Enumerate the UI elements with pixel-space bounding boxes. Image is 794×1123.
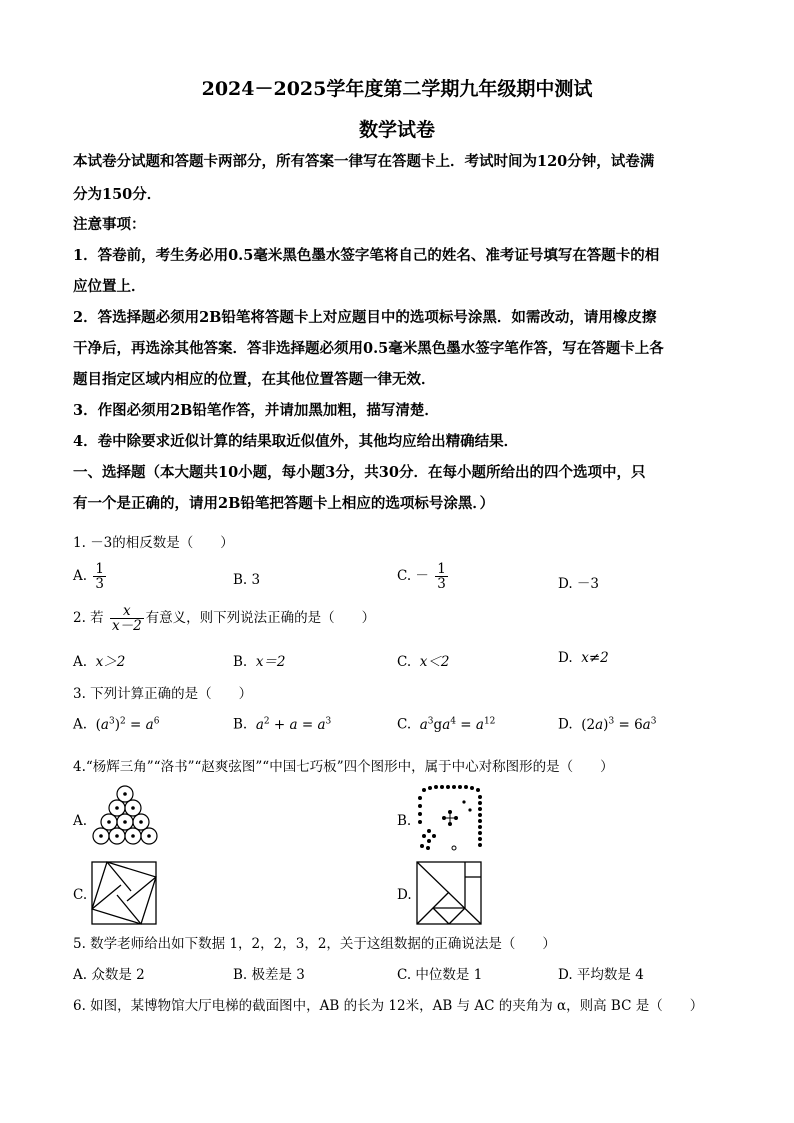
option-label: D. (558, 650, 573, 666)
question-3: 3. 下列计算正确的是（ ） (73, 686, 253, 702)
formula: $(a^3)^2 = a^6$ (95, 716, 160, 733)
notice-1a: 1．答卷前，考生务必用0.5毫米黑色墨水签字笔将自己的姓名、准考证号填写在答题卡的相 (73, 247, 660, 264)
q1-option-b[interactable]: B. 3 (233, 572, 261, 588)
section-1-heading-b: 有一个是正确的，请用2B铅笔把答题卡上相应的选项标号涂黑．） (73, 495, 495, 512)
q5-option-a[interactable]: A. 众数是 2 (73, 967, 145, 983)
q1-option-c[interactable] (397, 562, 450, 591)
formula: $(2a)^3 = 6a^3$ (581, 716, 657, 733)
fraction (110, 604, 144, 633)
formula: $a^3ga^4 = a^{12}$ (419, 716, 496, 733)
question-text-post: 有意义，则下列说法正确的是（ ） (145, 610, 376, 627)
numerator: 1 (437, 561, 446, 577)
option-label: B. (233, 716, 248, 733)
intro-line-1: 本试卷分试题和答题卡两部分，所有答案一律写在答题卡上．考试时间为120分钟，试卷满 (73, 153, 655, 170)
denominator: 3 (437, 576, 446, 593)
option-label: D. (558, 716, 573, 733)
page-subtitle: 数学试卷 (358, 119, 435, 141)
fraction (93, 562, 106, 591)
question-6: 6. 如图，某博物馆大厅电梯的截面图中，AB 的长为 12米，AB 与 AC 的夹角为 α，则高 BC 是（ ） (73, 998, 704, 1014)
option-label: B. (233, 654, 248, 670)
numerator: 1 (95, 561, 104, 577)
q3-option-a[interactable] (73, 716, 159, 733)
notice-2b: 干净后，再选涂其他答案．答非选择题必须用0.5毫米黑色墨水签字笔作答，写在答题卡上各 (73, 340, 664, 357)
notice-1b: 应位置上． (73, 278, 146, 295)
luoshu-figure (414, 784, 486, 854)
notice-title: 注意事项： (73, 216, 146, 233)
q3-option-d[interactable] (558, 716, 656, 733)
zhaoshuang-figure (91, 861, 157, 925)
notice-2c: 题目指定区域内相应的位置，在其他位置答题一律无效． (73, 371, 436, 388)
q3-option-c[interactable] (397, 716, 495, 733)
denominator: x－2 (111, 618, 142, 635)
q3-option-b[interactable] (233, 716, 331, 733)
option-label: C. (397, 716, 412, 733)
numerator: x (110, 604, 144, 619)
formula: $a^2 + a = a^3$ (255, 716, 332, 733)
option-label: A. (73, 654, 88, 670)
question-5: 5. 数学老师给出如下数据 1，2，2，3，2，关于这组数据的正确说法是（ ） (73, 936, 556, 952)
option-label: A. (73, 568, 88, 585)
q5-option-b[interactable]: B. 极差是 3 (233, 967, 305, 983)
q4-option-a-label[interactable]: A. (73, 813, 88, 829)
q2-option-b[interactable] (233, 650, 286, 670)
option-value: x≠2 (581, 650, 609, 666)
option-value: x＝2 (255, 654, 286, 670)
notice-3: 3．作图必须用2B铅笔作答，并请加黑加粗，描写清楚． (73, 402, 439, 419)
option-value: x＜2 (419, 654, 450, 670)
question-text-pre: 2. 若 (73, 610, 104, 627)
q1-option-a[interactable] (73, 562, 108, 591)
q1-option-d[interactable]: D. －3 (558, 576, 600, 592)
notice-2a: 2．答选择题必须用2B铅笔将答题卡上对应题目中的选项标号涂黑．如需改动，请用橡皮擦 (73, 309, 657, 326)
option-label: A. (73, 716, 88, 733)
option-label: C. － (397, 568, 429, 585)
page-title: 2024－2025学年度第二学期九年级期中测试 (201, 78, 593, 100)
q4-option-b-label[interactable]: B. (397, 813, 412, 829)
q4-option-d-label[interactable]: D. (397, 887, 412, 903)
question-1 (73, 531, 234, 551)
denominator: 3 (95, 576, 104, 593)
yanghui-triangle-figure (90, 784, 160, 856)
tangram-figure (416, 861, 482, 925)
q5-option-c[interactable]: C. 中位数是 1 (397, 967, 483, 983)
intro-line-2: 分为150分． (73, 186, 162, 203)
q4-option-c-label[interactable]: C. (73, 887, 88, 903)
question-2 (73, 604, 375, 633)
section-1-heading-a: 一、选择题（本大题共10小题，每小题3分，共30分．在每小题所给出的四个选项中，只 (73, 464, 646, 481)
q2-option-a[interactable] (73, 650, 125, 670)
question-text: 的相反数是（ ） (112, 535, 234, 551)
option-value: x＞2 (95, 654, 126, 670)
option-label: C. (397, 654, 412, 670)
negative-three: －3 (90, 535, 113, 551)
notice-4: 4．卷中除要求近似计算的结果取近似值外，其他均应给出精确结果． (73, 433, 519, 450)
question-4: 4.“杨辉三角”“洛书”“赵爽弦图”“中国七巧板”四个图形中，属于中心对称图形的是（ ） (73, 759, 614, 775)
fraction (435, 562, 448, 591)
q2-option-d[interactable] (558, 650, 609, 666)
question-number: 1. (73, 535, 86, 551)
q5-option-d[interactable]: D. 平均数是 4 (558, 967, 644, 983)
q2-option-c[interactable] (397, 650, 449, 670)
